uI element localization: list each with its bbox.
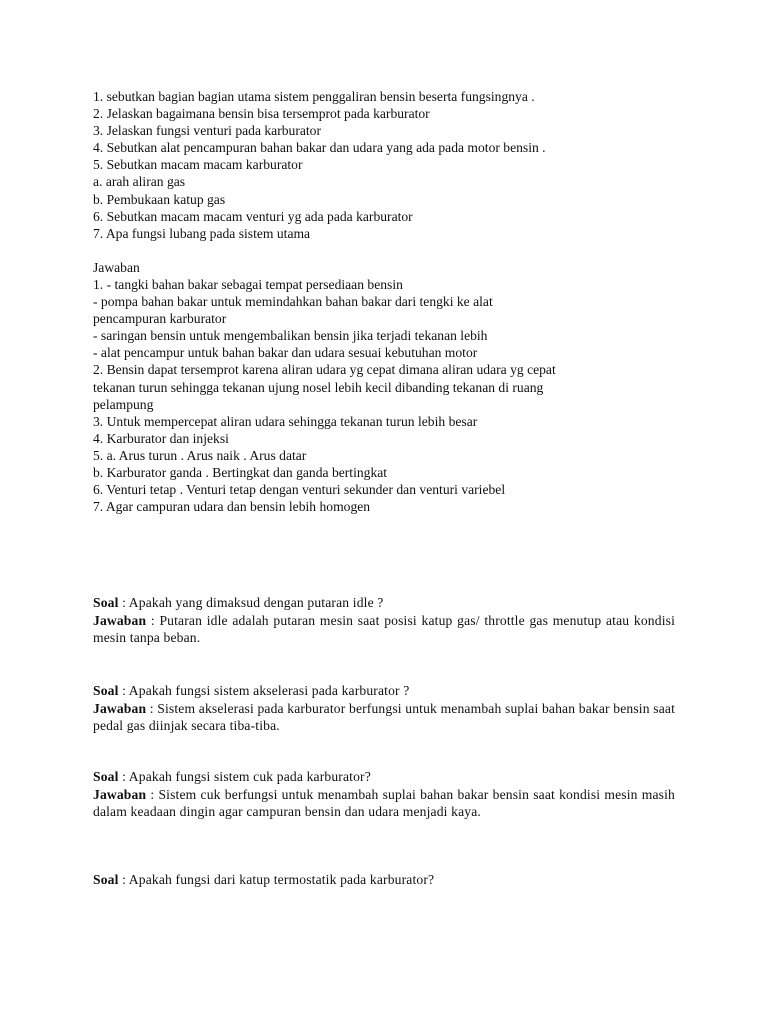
answer-line: - alat pencampur untuk bahan bakar dan udara sesuai kebutuhan motor [93, 345, 478, 361]
jawaban-label: Jawaban [93, 786, 147, 802]
answer-list [93, 259, 675, 515]
jawaban-line [93, 700, 675, 735]
soal-text: : Apakah fungsi dari katup termostatik pada karburator? [118, 872, 435, 887]
question-line: 2. Jelaskan bagaimana bensin bisa tersemprot pada karburator [93, 106, 430, 122]
qa-block-idle [93, 594, 675, 647]
answer-line: - pompa bahan bakar untuk memindahkan bahan bakar dari tengki ke alat [93, 294, 493, 310]
question-line: b. Pembukaan katup gas [93, 191, 226, 207]
answer-line: 2. Bensin dapat tersemprot karena aliran udara yg cepat dimana aliran udara yg cepat [93, 362, 556, 378]
answer-line: 4. Karburator dan injeksi [93, 430, 229, 446]
question-line: 6. Sebutkan macam macam venturi yg ada pada karburator [93, 208, 413, 224]
jawaban-line [93, 786, 675, 821]
soal-label: Soal [93, 872, 119, 887]
qa-block-cuk [93, 768, 675, 821]
soal-label: Soal [93, 769, 119, 784]
soal-text: : Apakah fungsi sistem cuk pada karburator? [118, 769, 371, 784]
jawaban-line [93, 612, 675, 647]
answer-line: - saringan bensin untuk mengembalikan bensin jika terjadi tekanan lebih [93, 328, 488, 344]
question-line: 7. Apa fungsi lubang pada sistem utama [93, 225, 311, 241]
answer-line: b. Karburator ganda . Bertingkat dan ganda bertingkat [93, 464, 388, 480]
soal-label: Soal [93, 683, 119, 698]
soal-label: Soal [93, 595, 119, 610]
question-line: 1. sebutkan bagian bagian utama sistem penggaliran bensin beserta fungsingnya . [93, 89, 535, 104]
jawaban-text: : Sistem akselerasi pada karburator berfungsi untuk menambah suplai bahan bakar bensin saat pedal gas diinjak secara tiba-tiba. [93, 700, 675, 734]
jawaban-text: : Putaran idle adalah putaran mesin saat posisi katup gas/ throttle gas menutup atau kondisi mesin tanpa beban. [93, 612, 675, 646]
answer-line: tekanan turun sehingga tekanan ujung nosel lebih kecil dibanding tekanan di ruang [93, 379, 544, 395]
jawaban-label: Jawaban [93, 612, 147, 628]
soal-text: : Apakah yang dimaksud dengan putaran idle ? [118, 595, 384, 610]
question-line: 3. Jelaskan fungsi venturi pada karburator [93, 123, 322, 139]
soal-line [93, 871, 675, 889]
jawaban-text: : Sistem cuk berfungsi untuk menambah suplai bahan bakar bensin saat kondisi mesin masih dalam keadaan dingin agar campuran bensin dan udara menjadi kaya. [93, 786, 675, 820]
soal-line [93, 768, 675, 786]
answers-heading: Jawaban [93, 259, 140, 275]
answer-line: 7. Agar campuran udara dan bensin lebih homogen [93, 499, 371, 515]
question-line: 4. Sebutkan alat pencampuran bahan bakar dan udara yang ada pada motor bensin . [93, 140, 546, 156]
jawaban-label: Jawaban [93, 700, 147, 716]
answer-line: 1. - tangki bahan bakar sebagai tempat persediaan bensin [93, 276, 403, 292]
soal-line [93, 594, 675, 612]
soal-text: : Apakah fungsi sistem akselerasi pada karburator ? [118, 683, 410, 698]
spacer [93, 242, 675, 259]
answer-line: pelampung [93, 396, 154, 412]
question-list [93, 88, 675, 242]
soal-line [93, 682, 675, 700]
qa-block-termostatik [93, 871, 675, 889]
answer-line: 3. Untuk mempercepat aliran udara sehingga tekanan turun lebih besar [93, 413, 478, 429]
qa-block-akselerasi [93, 682, 675, 735]
question-line: a. arah aliran gas [93, 174, 186, 190]
answer-line: pencampuran karburator [93, 311, 227, 327]
answer-line: 5. a. Arus turun . Arus naik . Arus datar [93, 447, 307, 463]
document-page [93, 88, 675, 515]
answer-line: 6. Venturi tetap . Venturi tetap dengan venturi sekunder dan venturi variebel [93, 482, 506, 498]
question-line: 5. Sebutkan macam macam karburator [93, 157, 303, 173]
